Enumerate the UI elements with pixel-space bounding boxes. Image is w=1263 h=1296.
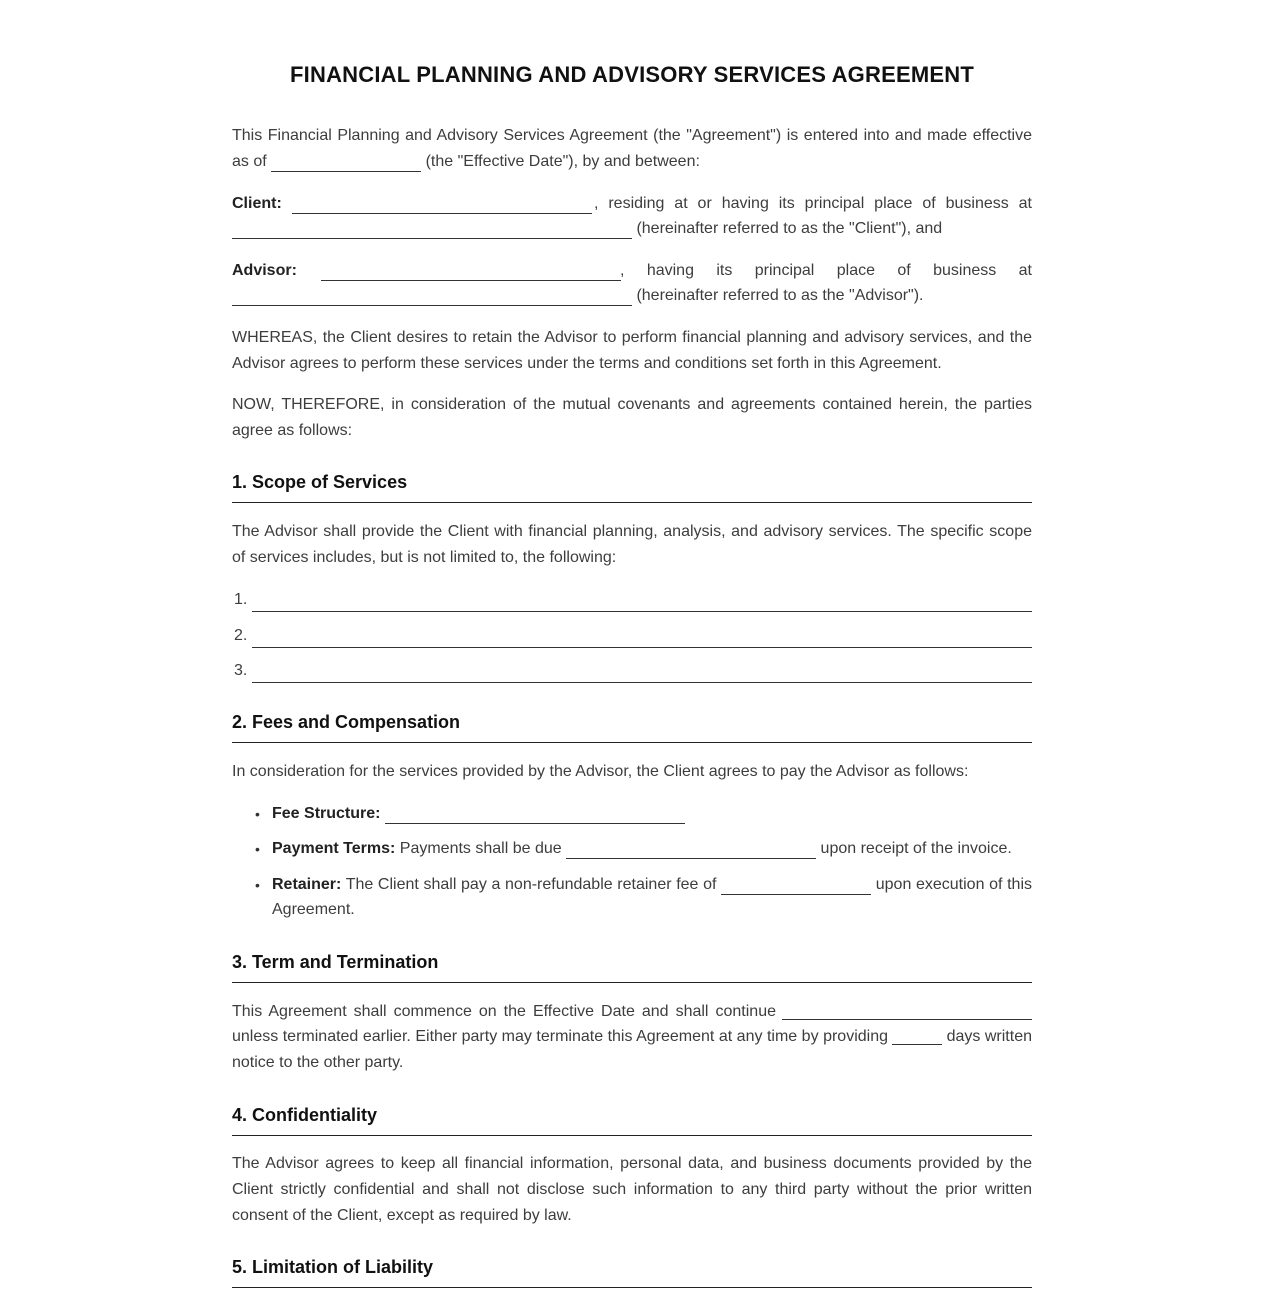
retainer-fee-blank[interactable] (721, 874, 871, 895)
client-name-blank[interactable] (292, 193, 592, 214)
fee-structure-label: Fee Structure: (272, 805, 381, 822)
payment-terms-text-2: upon receipt of the invoice. (820, 840, 1012, 857)
advisor-text-2: (hereinafter referred to as the "Advisor"). (636, 287, 924, 304)
section-2-heading: 2. Fees and Compensation (232, 712, 1032, 743)
fee-structure-blank[interactable] (385, 803, 685, 824)
retainer-item (272, 872, 1032, 923)
scope-item-3 (232, 662, 1032, 686)
now-therefore-line-1: NOW, THEREFORE, in consideration of the mutual covenants and agreements contained herein, the parties (232, 396, 1032, 413)
whereas-line-2: Advisor agrees to perform these services under the terms and conditions set forth in this Agreement. (232, 355, 942, 372)
section-2-intro: In consideration for the services provided by the Advisor, the Client agrees to pay the Advisor as follows: (232, 763, 969, 780)
advisor-line-1 (232, 258, 1032, 284)
scope-item-number: 3. (234, 662, 248, 679)
scope-item-number: 1. (234, 591, 248, 608)
scope-item-blank[interactable] (252, 627, 1032, 648)
section-1-heading: 1. Scope of Services (232, 472, 1032, 503)
payment-terms-text-1: Payments shall be due (399, 840, 562, 857)
client-line-1 (232, 191, 1032, 217)
scope-item-1 (232, 591, 1032, 615)
intro-line-2 (232, 149, 1032, 175)
now-therefore-line-2: agree as follows: (232, 422, 353, 439)
payment-terms-item (272, 836, 1032, 862)
section-5-heading: 5. Limitation of Liability (232, 1257, 1032, 1288)
scope-item-number: 2. (234, 627, 248, 644)
section-3-line-3: notice to the other party. (232, 1054, 404, 1071)
section-1-line-1: The Advisor shall provide the Client with financial planning, analysis, and advisory services. The specific scope (232, 523, 1032, 540)
advisor-line-2 (232, 283, 1032, 309)
payment-terms-label: Payment Terms: (272, 840, 396, 857)
whereas-line-1: WHEREAS, the Client desires to retain the Advisor to perform financial planning and advisory services, and the (232, 329, 1032, 346)
retainer-line-2: Agreement. (272, 901, 355, 918)
term-duration-blank[interactable] (782, 999, 1032, 1020)
section-4-line-3: consent of the Client, except as required by law. (232, 1207, 572, 1224)
intro-as-of: as of (232, 153, 267, 170)
fee-structure-item (272, 801, 1032, 827)
payment-terms-blank[interactable] (566, 838, 816, 859)
scope-item-2 (232, 627, 1032, 651)
advisor-name-blank[interactable] (321, 260, 621, 281)
section-3-text-2b: days written (946, 1028, 1032, 1045)
advisor-text-1: , having its principal place of business at (620, 262, 1032, 279)
scope-item-blank[interactable] (252, 662, 1032, 683)
section-4-heading: 4. Confidentiality (232, 1105, 1032, 1136)
advisor-address-blank[interactable] (232, 285, 632, 306)
client-text-1: , residing at or having its principal place of business at (594, 195, 1032, 212)
effective-date-blank[interactable] (271, 151, 421, 172)
notice-days-blank[interactable] (892, 1024, 942, 1045)
scope-item-blank[interactable] (252, 591, 1032, 612)
advisor-label: Advisor: (232, 262, 297, 279)
section-4-line-2: Client strictly confidential and shall not disclose such information to any third party without the prior written (232, 1181, 1032, 1198)
document-title: FINANCIAL PLANNING AND ADVISORY SERVICES AGREEMENT (290, 62, 974, 87)
client-line-2 (232, 216, 1032, 242)
intro-line-1: This Financial Planning and Advisory Services Agreement (the "Agreement") is entered into and made effective (232, 127, 1032, 144)
section-3-heading: 3. Term and Termination (232, 952, 1032, 983)
section-4-line-1: The Advisor agrees to keep all financial information, personal data, and business documents provided by the (232, 1155, 1032, 1172)
retainer-label: Retainer: (272, 876, 342, 893)
retainer-text-2: upon execution of this (875, 876, 1033, 893)
section-3-text-1: This Agreement shall commence on the Effective Date and shall continue (232, 1003, 776, 1020)
intro-effective-date: (the "Effective Date"), by and between: (425, 153, 700, 170)
section-1-line-2: of services includes, but is not limited to, the following: (232, 549, 617, 566)
retainer-text-1: The Client shall pay a non-refundable retainer fee of (345, 876, 717, 893)
retainer-line-1 (272, 872, 1032, 898)
client-text-2: (hereinafter referred to as the "Client"), and (636, 220, 943, 237)
section-3-text-2a: unless terminated earlier. Either party may terminate this Agreement at any time by providing (232, 1028, 888, 1045)
client-label: Client: (232, 195, 282, 212)
client-address-blank[interactable] (232, 218, 632, 239)
